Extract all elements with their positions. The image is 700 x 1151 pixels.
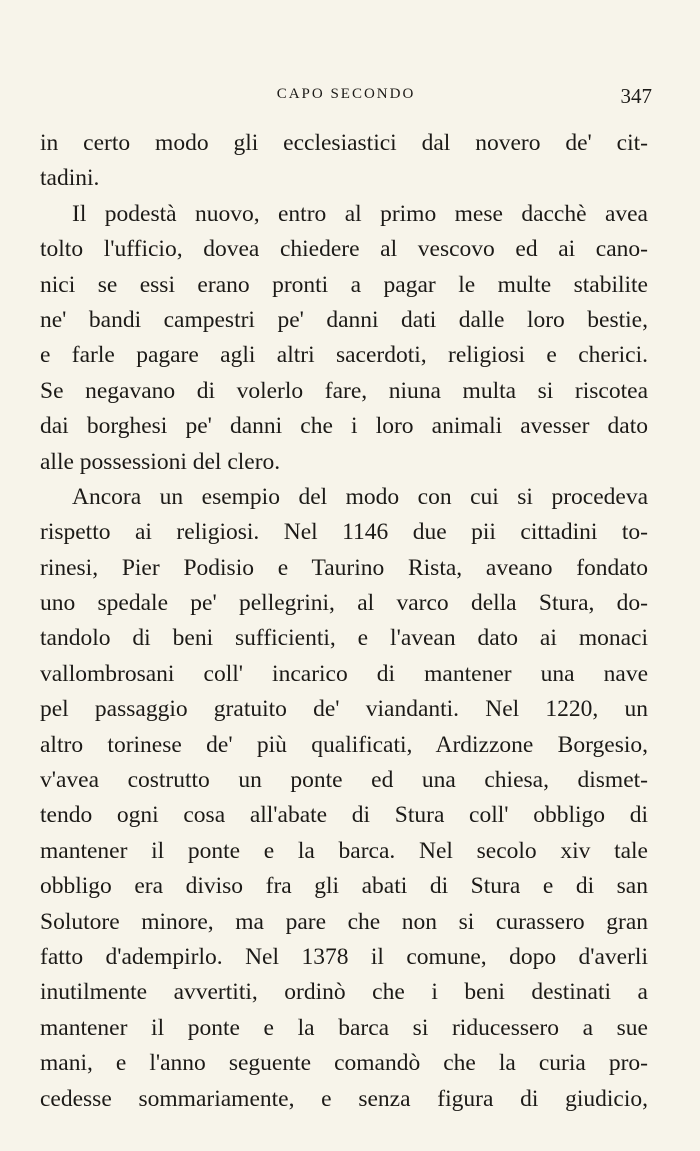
body-text — [40, 126, 648, 1117]
text-line: tendo ogni cosa all'abate di Stura coll' obbligo di — [40, 802, 648, 829]
text-line: mantener il ponte e la barca. Nel secolo xiv tale — [40, 837, 648, 864]
text-line: Se negavano di volerlo fare, niuna multa si riscotea — [40, 377, 648, 404]
text-line: rinesi, Pier Podisio e Taurino Rista, aveano fondato — [40, 554, 648, 581]
text-line: alle possessioni del clero. — [40, 448, 281, 475]
text-line: cedesse sommariamente, e senza figura di giudicio, — [40, 1085, 648, 1112]
text-line: Il podestà nuovo, entro al primo mese dacchè avea — [72, 200, 648, 227]
text-line: uno spedale pe' pellegrini, al varco della Stura, do- — [40, 590, 648, 617]
text-line: v'avea costrutto un ponte ed una chiesa, dismet- — [40, 767, 648, 794]
text-line: e farle pagare agli altri sacerdoti, religiosi e cherici. — [40, 342, 648, 369]
text-line: tolto l'ufficio, dovea chiedere al vescovo ed ai cano- — [40, 236, 648, 263]
running-head — [40, 84, 652, 108]
text-line: ne' bandi campestri pe' danni dati dalle loro bestie, — [40, 306, 648, 333]
text-line: Ancora un esempio del modo con cui si procedeva — [72, 483, 648, 510]
text-line: nici se essi erano pronti a pagar le multe stabilite — [40, 271, 648, 298]
text-line: altro torinese de' più qualificati, Ardizzone Borgesio, — [40, 731, 648, 758]
text-line: mani, e l'anno seguente comandò che la curia pro- — [40, 1050, 648, 1077]
text-line: dai borghesi pe' danni che i loro animali avesser dato — [40, 413, 648, 440]
page-number: 347 — [620, 84, 652, 108]
text-line: pel passaggio gratuito de' viandanti. Nel 1220, un — [40, 696, 648, 723]
text-line: inutilmente avvertiti, ordinò che i beni destinati a — [40, 979, 648, 1006]
chapter-title: CAPO SECONDO — [276, 86, 416, 102]
text-line: tandolo di beni sufficienti, e l'avean dato ai monaci — [40, 625, 648, 652]
text-line: Solutore minore, ma pare che non si curassero gran — [40, 908, 648, 935]
text-line: in certo modo gli ecclesiastici dal novero de' cit- — [40, 130, 648, 156]
text-line: fatto d'adempirlo. Nel 1378 il comune, dopo d'averli — [40, 943, 648, 970]
text-line: tadini. — [40, 165, 100, 192]
text-line: vallombrosani coll' incarico di mantener una nave — [40, 660, 648, 687]
text-line: mantener il ponte e la barca si riducessero a sue — [40, 1014, 648, 1041]
text-line: rispetto ai religiosi. Nel 1146 due pii cittadini to- — [40, 519, 648, 546]
text-line: obbligo era diviso fra gli abati di Stura e di san — [40, 873, 648, 900]
